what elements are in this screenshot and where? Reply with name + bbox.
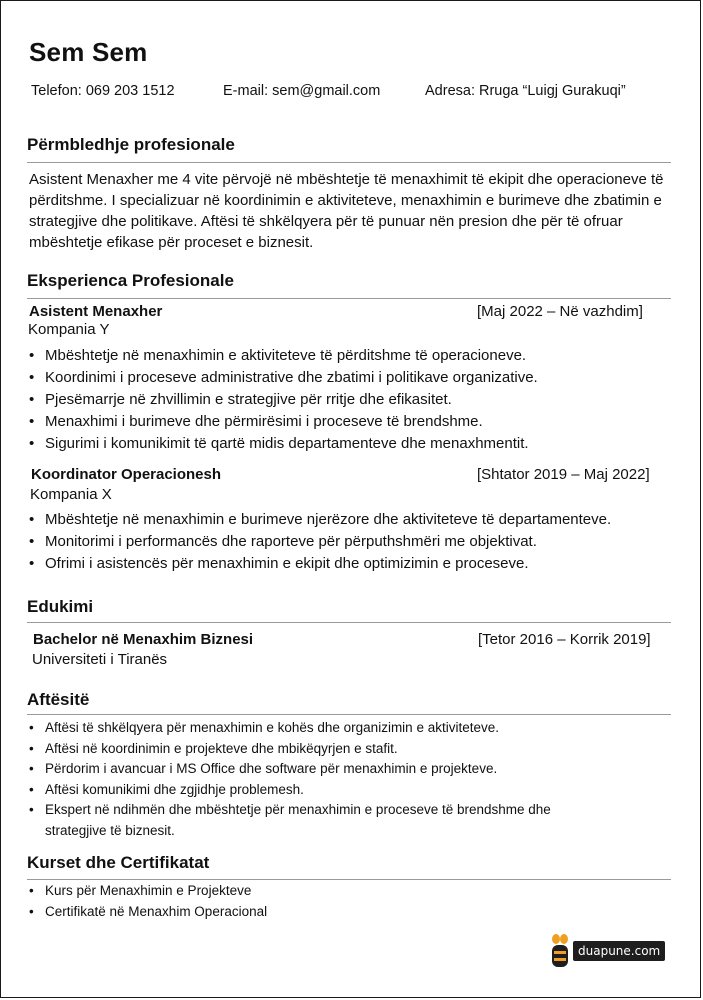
list-item: • Sigurimi i komunikimit të qartë midis departamenteve dhe menaxhmentit. xyxy=(29,433,538,455)
job-title: Asistent Menaxher xyxy=(29,303,163,320)
experience-divider xyxy=(27,298,671,299)
list-item: • Kurs për Menaxhimin e Projekteve xyxy=(29,881,267,902)
job-dates: [Shtator 2019 – Maj 2022] xyxy=(477,466,650,483)
bee-logo-icon xyxy=(549,933,571,969)
job-company: Kompania Y xyxy=(28,321,110,338)
list-item: • Përdorim i avancuar i MS Office dhe software për menaxhimin e projekteve. xyxy=(29,759,589,780)
logo-text: duapune.com xyxy=(573,941,665,961)
job-dates: [Maj 2022 – Në vazhdim] xyxy=(477,303,643,320)
list-item: • Menaxhimi i burimeve dhe përmirësimi i proceseve të brendshme. xyxy=(29,411,538,433)
contact-email: E-mail: sem@gmail.com xyxy=(223,83,381,99)
list-item: • Certifikatë në Menaxhim Operacional xyxy=(29,902,267,923)
skills-list xyxy=(29,718,589,841)
list-item: • Mbështetje në menaxhimin e aktiviteteve të përditshme të operacioneve. xyxy=(29,345,538,367)
summary-text: Asistent Menaxher me 4 vite përvojë në mbështetje të menaxhimit të ekipit dhe operacioneve të përditshme. I specializuar në koordinimin e aktiviteteve, menaxhimin e burimeve dhe zbatimin e strategjive dhe politikave. Aftësi të shkëlqyera për të punuar nën presion dhe për të ofruar mbështetje efikase për proceset e biznesit. xyxy=(29,171,664,251)
degree-title: Bachelor në Menaxhim Biznesi xyxy=(33,631,254,648)
courses-list xyxy=(29,881,267,922)
candidate-name: Sem Sem xyxy=(29,37,148,67)
list-item: • Aftësi komunikimi dhe zgjidhje problemesh. xyxy=(29,780,589,801)
education-heading: Edukimi xyxy=(27,597,94,616)
job-duties-list xyxy=(29,345,538,455)
summary-divider xyxy=(27,162,671,163)
skills-divider xyxy=(27,714,671,715)
list-item: • Koordinimi i proceseve administrative dhe zbatimi i politikave organizative. xyxy=(29,367,538,389)
job-company: Kompania X xyxy=(30,486,112,503)
list-item: • Pjesëmarrje në zhvillimin e strategjive për rritje dhe efikasitet. xyxy=(29,389,538,411)
job-duties-list xyxy=(29,509,611,575)
list-item: • Aftësi në koordinimin e projekteve dhe mbikëqyrjen e stafit. xyxy=(29,739,589,760)
education-divider xyxy=(27,622,671,623)
school-name: Universiteti i Tiranës xyxy=(32,651,168,668)
duapune-logo xyxy=(549,933,665,969)
courses-heading: Kurset dhe Certifikatat xyxy=(27,853,210,872)
education-dates: [Tetor 2016 – Korrik 2019] xyxy=(478,631,651,648)
list-item: • Aftësi të shkëlqyera për menaxhimin e kohës dhe organizimin e aktiviteteve. xyxy=(29,718,589,739)
contact-address: Adresa: Rruga “Luigj Gurakuqi” xyxy=(425,83,626,99)
list-item: • Monitorimi i performancës dhe raporteve për përputhshmëri me objektivat. xyxy=(29,531,611,553)
skills-heading: Aftësitë xyxy=(27,690,90,709)
list-item: • Ofrimi i asistencës për menaxhimin e ekipit dhe optimizimin e proceseve. xyxy=(29,553,611,575)
courses-divider xyxy=(27,879,671,880)
summary-heading: Përmbledhje profesionale xyxy=(27,135,235,154)
job-title: Koordinator Operacionesh xyxy=(31,466,222,483)
contact-phone: Telefon: 069 203 1512 xyxy=(31,83,175,99)
experience-heading: Eksperienca Profesionale xyxy=(27,271,234,290)
list-item: • Mbështetje në menaxhimin e burimeve njerëzore dhe aktiviteteve të departamenteve. xyxy=(29,509,611,531)
list-item: • Ekspert në ndihmën dhe mbështetje për menaxhimin e proceseve të brendshme dhe strategjive të biznesit. xyxy=(29,800,589,841)
